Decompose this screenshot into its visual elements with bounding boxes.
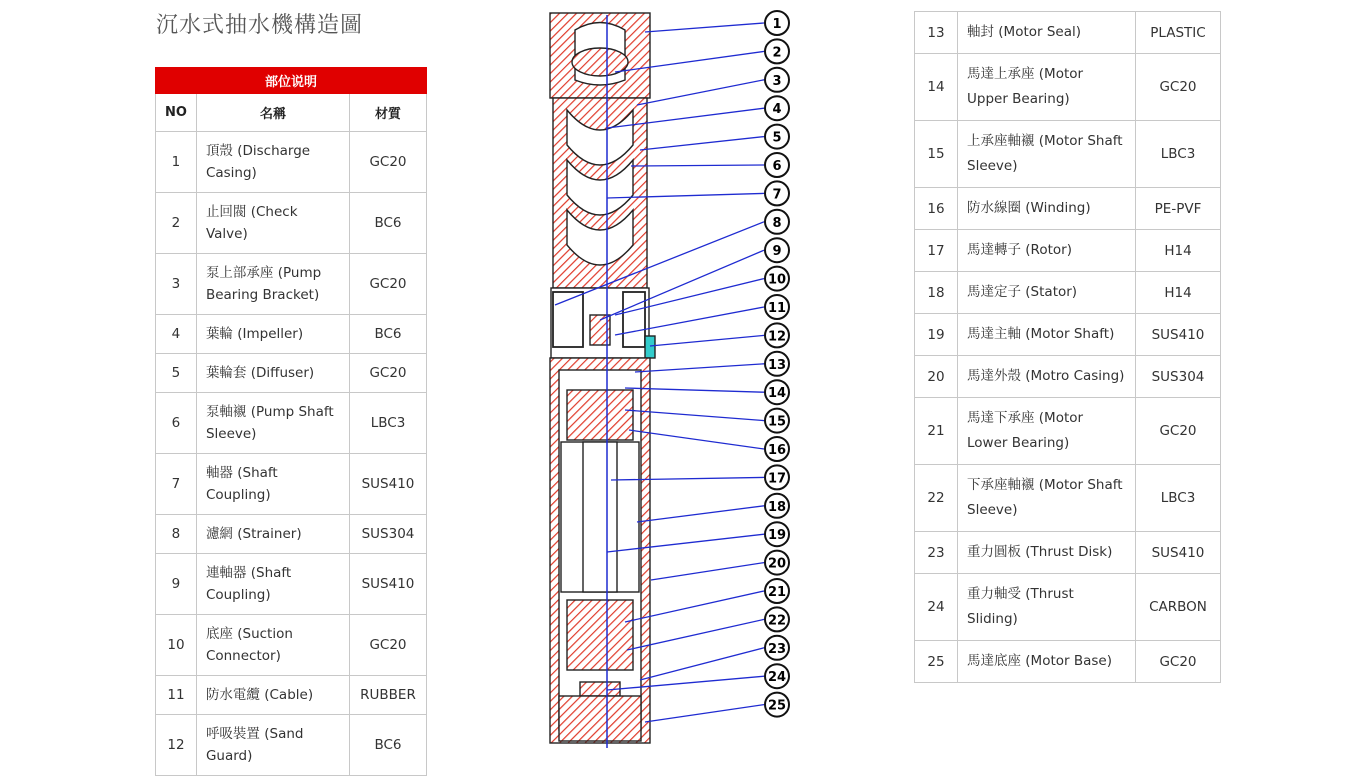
callout-number-21: 21 <box>767 585 787 600</box>
cell-no: 24 <box>915 574 958 641</box>
callout-leader-20 <box>651 563 764 580</box>
table-row <box>915 230 1221 272</box>
cell-no: 7 <box>156 454 197 515</box>
cell-material: GC20 <box>1136 54 1221 121</box>
callout-number-24: 24 <box>767 670 787 686</box>
cell-material: RUBBER <box>350 676 427 715</box>
cell-name: 葉輪 (Impeller) <box>196 315 349 354</box>
table-row <box>915 188 1221 230</box>
cell-name: 重力軸受 (Thrust Sliding) <box>958 574 1136 641</box>
cell-material: GC20 <box>1136 398 1221 465</box>
table-row <box>915 121 1221 188</box>
callout-leader-25 <box>645 705 764 722</box>
parts-table-left <box>155 67 427 776</box>
callout-number-18: 18 <box>767 499 787 515</box>
cell-name: 呼吸裝置 (Sand Guard) <box>196 715 349 776</box>
cell-name: 葉輪套 (Diffuser) <box>196 354 349 393</box>
callout-number-8: 8 <box>772 215 782 231</box>
table-banner: 部位说明 <box>156 68 427 94</box>
callout-number-7: 7 <box>772 187 782 203</box>
callout-number-1: 1 <box>772 17 782 32</box>
callout-number-19: 19 <box>767 528 787 544</box>
table-row <box>156 715 427 776</box>
cell-name: 軸封 (Motor Seal) <box>958 12 1136 54</box>
cell-name: 防水電纜 (Cable) <box>196 676 349 715</box>
callout-number-6: 6 <box>772 159 782 174</box>
callout-number-5: 5 <box>772 130 782 146</box>
table-row <box>915 314 1221 356</box>
callout-leader-6 <box>631 165 764 166</box>
cell-no: 17 <box>915 230 958 272</box>
table-row <box>156 615 427 676</box>
cell-material: BC6 <box>350 193 427 254</box>
cell-material: SUS410 <box>350 554 427 615</box>
table-row <box>156 254 427 315</box>
cell-name: 重力圓板 (Thrust Disk) <box>958 532 1136 574</box>
table-row <box>156 315 427 354</box>
cell-name: 止回閥 (Check Valve) <box>196 193 349 254</box>
pump-cross-section-diagram <box>545 10 795 750</box>
cell-material: GC20 <box>350 254 427 315</box>
table-row <box>915 54 1221 121</box>
cell-no: 11 <box>156 676 197 715</box>
cell-no: 23 <box>915 532 958 574</box>
callout-number-16: 16 <box>767 443 787 458</box>
callout-number-14: 14 <box>767 386 787 402</box>
cell-no: 8 <box>156 515 197 554</box>
table-row <box>156 132 427 193</box>
callout-number-4: 4 <box>772 102 782 118</box>
cell-no: 25 <box>915 641 958 683</box>
table-row <box>915 641 1221 683</box>
callout-number-2: 2 <box>772 45 782 61</box>
callout-leader-3 <box>637 80 764 105</box>
cell-name: 馬達定子 (Stator) <box>958 272 1136 314</box>
cell-name: 下承座軸襯 (Motor Shaft Sleeve) <box>958 465 1136 532</box>
cell-no: 5 <box>156 354 197 393</box>
callout-leader-5 <box>640 137 764 150</box>
callout-number-9: 9 <box>772 244 782 260</box>
cell-no: 2 <box>156 193 197 254</box>
table-row <box>915 12 1221 54</box>
table-row <box>156 393 427 454</box>
table-row <box>915 532 1221 574</box>
cell-no: 14 <box>915 54 958 121</box>
callout-leader-18 <box>637 506 764 522</box>
table-row <box>156 454 427 515</box>
cell-no: 22 <box>915 465 958 532</box>
callout-number-3: 3 <box>772 73 782 89</box>
cell-no: 13 <box>915 12 958 54</box>
table-row <box>156 354 427 393</box>
cell-name: 防水線圈 (Winding) <box>958 188 1136 230</box>
cell-material: SUS410 <box>1136 532 1221 574</box>
cell-no: 6 <box>156 393 197 454</box>
cell-name: 馬達底座 (Motor Base) <box>958 641 1136 683</box>
cell-name: 連軸器 (Shaft Coupling) <box>196 554 349 615</box>
callout-number-23: 23 <box>767 641 787 657</box>
cell-material: H14 <box>1136 272 1221 314</box>
cell-name: 底座 (Suction Connector) <box>196 615 349 676</box>
cell-name: 馬達外殼 (Motro Casing) <box>958 356 1136 398</box>
col-header-name: 名稱 <box>196 94 349 132</box>
cell-material: SUS304 <box>350 515 427 554</box>
parts-table-right <box>914 11 1221 683</box>
callout-number-11: 11 <box>767 301 787 316</box>
cell-name: 馬達下承座 (Motor Lower Bearing) <box>958 398 1136 465</box>
callout-number-25: 25 <box>767 698 787 714</box>
sand-guard <box>645 336 655 358</box>
cell-no: 3 <box>156 254 197 315</box>
cell-material: GC20 <box>1136 641 1221 683</box>
table-row <box>156 676 427 715</box>
cell-material: BC6 <box>350 315 427 354</box>
cell-material: GC20 <box>350 354 427 393</box>
cell-material: SUS410 <box>1136 314 1221 356</box>
cell-no: 12 <box>156 715 197 776</box>
cell-material: LBC3 <box>1136 465 1221 532</box>
table-row <box>915 574 1221 641</box>
callout-number-20: 20 <box>767 556 787 572</box>
table-row <box>156 193 427 254</box>
cell-material: CARBON <box>1136 574 1221 641</box>
cell-no: 20 <box>915 356 958 398</box>
cell-material: PE-PVF <box>1136 188 1221 230</box>
page-title: 沉水式抽水機構造圖 <box>156 13 364 38</box>
callout-number-12: 12 <box>767 329 787 345</box>
cell-material: BC6 <box>350 715 427 776</box>
cell-no: 4 <box>156 315 197 354</box>
table-row <box>915 398 1221 465</box>
callout-leader-23 <box>640 648 764 680</box>
cell-material: SUS304 <box>1136 356 1221 398</box>
cell-material: GC20 <box>350 615 427 676</box>
table-row <box>915 465 1221 532</box>
pump-body <box>550 13 655 743</box>
cell-material: LBC3 <box>1136 121 1221 188</box>
callout-number-17: 17 <box>767 471 787 487</box>
table-row <box>156 554 427 615</box>
cell-no: 10 <box>156 615 197 676</box>
callout-number-13: 13 <box>767 357 787 373</box>
callout-leader-1 <box>645 23 764 32</box>
cell-name: 馬達上承座 (Motor Upper Bearing) <box>958 54 1136 121</box>
callout-number-15: 15 <box>767 414 787 430</box>
callout-leader-13 <box>635 364 764 372</box>
table-row <box>915 272 1221 314</box>
col-header-no: NO <box>156 94 197 132</box>
cell-material: PLASTIC <box>1136 12 1221 54</box>
cell-material: LBC3 <box>350 393 427 454</box>
cell-no: 18 <box>915 272 958 314</box>
callout-number-22: 22 <box>767 613 787 629</box>
cell-material: GC20 <box>350 132 427 193</box>
cell-name: 馬達主軸 (Motor Shaft) <box>958 314 1136 356</box>
cell-material: H14 <box>1136 230 1221 272</box>
col-header-material: 材質 <box>350 94 427 132</box>
cell-no: 21 <box>915 398 958 465</box>
cell-no: 19 <box>915 314 958 356</box>
cell-name: 頂殼 (Discharge Casing) <box>196 132 349 193</box>
cell-no: 9 <box>156 554 197 615</box>
cell-name: 軸器 (Shaft Coupling) <box>196 454 349 515</box>
cell-no: 1 <box>156 132 197 193</box>
cell-no: 16 <box>915 188 958 230</box>
callout-leader-12 <box>650 335 764 346</box>
cell-name: 泵軸襯 (Pump Shaft Sleeve) <box>196 393 349 454</box>
cell-name: 濾網 (Strainer) <box>196 515 349 554</box>
table-row <box>156 515 427 554</box>
cell-name: 泵上部承座 (Pump Bearing Bracket) <box>196 254 349 315</box>
table-row <box>915 356 1221 398</box>
rotor <box>583 442 617 592</box>
cell-name: 上承座軸襯 (Motor Shaft Sleeve) <box>958 121 1136 188</box>
cell-no: 15 <box>915 121 958 188</box>
cell-material: SUS410 <box>350 454 427 515</box>
callout-number-10: 10 <box>767 272 787 288</box>
cell-name: 馬達轉子 (Rotor) <box>958 230 1136 272</box>
